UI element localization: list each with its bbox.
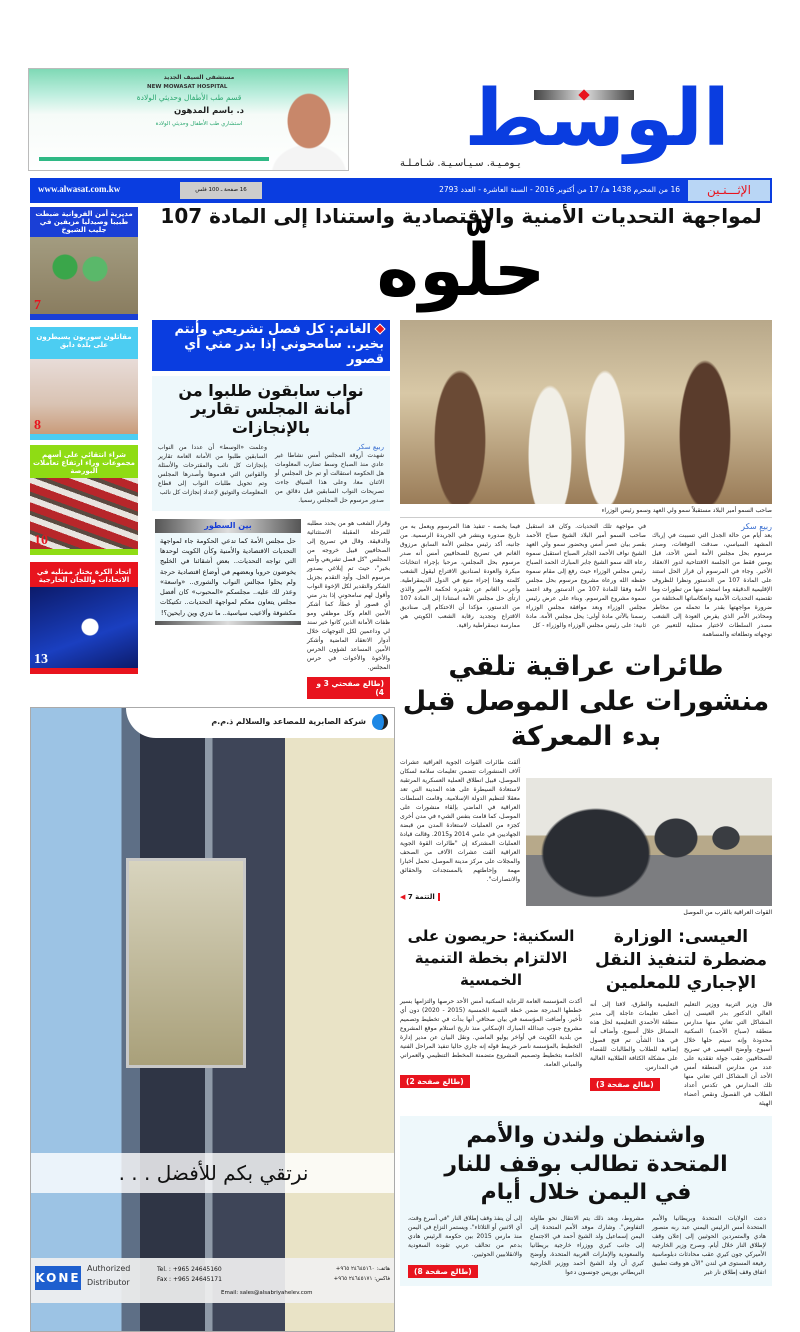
elevator-ad[interactable] [30, 707, 395, 1332]
company-logo-icon [372, 714, 388, 730]
distributor-label: Distributor [87, 1277, 130, 1287]
editorial-box [155, 519, 301, 625]
sakaniya-continue-tag[interactable]: (طالع صفحة 2) [400, 1075, 470, 1088]
lead-col-1-block [652, 522, 772, 639]
yemen-col-2: مشروط، وبعد ذلك يتم الانتقال نحو طاولة التفاوض". وشارك موفد الأمم المتحدة إلى اليمن إسماعيل ولد الشيخ أحمد في الاجتماع إلى جانب كيري ووزراء خارجية بريطانيا والسعودية والإمارات العربية المتحدة. وأوضح كيري أن ولد الشيخ أحمد ووزير الخارجية البريطاني بوريس جونسون دعوا [530, 1214, 644, 1276]
mosul-headline: طائرات عراقية تلقي منشورات على الموصل قبل بدء المعركة [402, 651, 770, 753]
essa-headline: العيسى: الوزارة مضطرة لتنفيذ النقل الإجباري للمعلمين [594, 927, 768, 994]
doctor-title: استشاري طب الأطفال وحديثي الولادة [155, 121, 243, 127]
lead-col-3: فيما يخصه - تنفيذ هذا المرسوم ويعمل به من تاريخ صدوره وينشر في الجريدة الرسمية. من جانبه، أكد رئيس مجلس الأمة السابق مرزوق الغانم في تصريح للصحافيين أمس أنه صدر مرسوم بحل المجلس، مرحبا بإجراء انتخابات مبكرة والعودة لصناديق الاقتراع ليقول الشعب كلمته وهذا إجراء متبع في الدول الديمقراطية. وأعرب الغانم عن تقديره لحكمة الأمير والذي ارتأى حل مجلس الأمة استنادا إلى المادة 107 من الدستور، مؤكدا أن الاحتكام إلى صناديق الاقتراع وتجديد رقابة الشعب الكويتي هي ممارسة ديمقراطية راقية. [400, 523, 520, 629]
sidebar-page-number: 7 [34, 298, 41, 313]
lead-photo-caption: صاحب السمو أمير البلاد مستقبلاً سمو ولي العهد وسمو رئيس الوزراء [400, 504, 772, 518]
lead-col-1: بعد أيام من حالة الجدل التي تسببت في إرباك المشهد السياسي، صدقت التوقعات، وصدر مرسوم بحل مجلس الأمة أمس الأحد، قبل يومين فقط من الجلسة الافتتاحية لدور الانعقاد الأخير. وجاء في المرسوم أن قرار الحل استند على المادة 107 من الدستور ونظرا للظروف الإقليمية الدقيقة وما استجد منها من تطورات وما تقتضيه التحديات الأمنية وانعكاساتها المختلفة من ضرورة مواجهتها بقدر ما تحمله من مخاطر ومحاذير الأمر الذي يفرض العودة إلى الشعب مصدر السلطات لاختيار ممثليه للتعبير عن توجهاته وتطلعاته والمساهمة [652, 532, 772, 638]
sidebar-page-number: 8 [34, 418, 41, 433]
yemen-headline: واشنطن ولندن والأمم المتحدة تطالب بوقف للنار في اليمن خلال أيام [444, 1123, 728, 1206]
masthead-logo [422, 62, 772, 164]
mps-columns [158, 443, 384, 505]
editorial-header: بين السطور [155, 519, 301, 533]
ad-slogan-band [31, 1153, 395, 1193]
issue-date: 16 من المحرم 1438 هـ/ 17 من أكتوبر 2016 - السنة العاشرة - العدد 2793 [439, 185, 680, 194]
sidebar-page-number: 10 [34, 533, 48, 548]
ad-company-banner [126, 708, 394, 738]
mosul-continue[interactable] [400, 893, 440, 901]
mosul-text-block [400, 758, 520, 903]
sidebar-story-photo [30, 237, 138, 314]
editorial-text: حل مجلس الأمة كما تدعي الحكومة جاء لمواجهة التحديات الاقتصادية والأمنية وكأن الكويت لوحدها التي تواجه التحديات.. بعض أشقائنا في الخليج يخوضون حروبا وبعضهم في أوضاع اقتصادية حرجة ولم يحلوا مجالس النواب والشورى.. «واسعة» وعذر لك عليه.. مجلسكم «المحبوب» كان أفضل مجلس يتعاون معكم لمواجهة التحديات.. تكتيكات مكشوفة وألاعيب سياسية.. ما ندري وين رايحين؟! [160, 536, 296, 617]
lead-byline: ربيع سكر [741, 522, 772, 531]
hospital-name-en: NEW MOWASAT HOSPITAL [147, 84, 228, 90]
yemen-columns [406, 1214, 766, 1278]
sidebar-story-1[interactable] [30, 207, 138, 320]
mosul-caption: القوات العراقية بالقرب من الموصل [683, 909, 772, 917]
hospital-ad[interactable] [28, 68, 349, 171]
authorized-label: Authorized [87, 1263, 131, 1273]
mps-headline: نواب سابقون طلبوا من أمانة المجلس تقارير بالإنجازات [178, 380, 364, 437]
essa-continue-tag[interactable]: (طالع صفحة 3) [590, 1078, 660, 1091]
sakaniya-text: أكدت المؤسسة العامة للرعاية السكنية أمس الأحد حرصها والتزامها بسير خططها المدرجة ضمن خطة التنمية الخمسية (2015 - 2020) دون أي تأخير. وأضافت المؤسسة في بيان صحافي أنها بدأت في تخطيط وتصميم مشروع جنوب عبدالله المبارك الإسكاني منذ تاريخ استلام موقع المشروع من بلدية الكويت في أواخر يوليو الماضي. ونقل البيان عن مدير إدارة التخطيط بالمؤسسة ناصر خريبط قوله إنه جاري حاليا تنفيذ المراحل الفنية الخاصة بتخطيط وتصميم المشروع متضمنة المخطط التنظيمي والعمراني والمباني العامة. [400, 997, 582, 1068]
mps-col-1: شهدت أروقة المجلس أمس نشاطا غير عادي منذ الصباح وسط تضارب المعلومات هل الحكومة استقالت أو تم حل المجلس أو الاثنان معا، وعلى هذا السياق جاءت تصريحات النواب السابقين قبل دقائق من صدور مرسوم حل المجلس رسميا. [275, 451, 384, 504]
dateline-bar [30, 178, 772, 203]
sakaniya-headline: السكنية: حريصون على الالتزام بخطة التنمية الخمسية [407, 927, 575, 989]
lead-col-4: وقرار الشعب هو من يحدد مطلبه للمرحلة المقبلة الاستثنائية والدقيقة. وقال في تصريح إلى الصحافيين قبيل خروجه من المجلس "كل فصل تشريعي وأنتم بخير"، حيث تم إبلاغي بصدور مرسوم الحل. وأود التقدم بجزيل الشكر والتقدير لكل الإخوة النواب وأقول لهم سامحوني إذا بدر مني أي قصور أو خطأ، كما أشكر الأمين العام وكل موظفي ومو ظفات الأمانة الذين كانوا خير سند لي وداعمين لكل التوجهات خلال أدوار الانعقاد الماضية وأشكر الأمين المساعد لشؤون الحرس والأخوة والأخوات في حرس المجلس. [307, 519, 390, 671]
arrow-left-icon: ◀ [400, 893, 406, 902]
lead-headline: حلّوه [376, 228, 546, 312]
mosul-photo-block [526, 778, 772, 916]
yemen-col-1: دعت الولايات المتحدة وبريطانيا والأمم المتحدة أمس الرئيس اليمني عبد ربه منصور هادي والمتمردين الحوثيين إلى إعلان وقف لإطلاق النار خلال أيام. وصرح وزير الخارجية الأميركي جون كيري عقب محادثات دبلوماسية رفيعة المستوى في لندن "الآن هو وقت تطبيق اتفاق وقف إطلاق نار غير [652, 1214, 766, 1276]
lead-col-4-block [307, 519, 390, 699]
hospital-name: مستشفى السيف الجديد [163, 74, 235, 81]
masthead-tagline: يـومـيـة. سـيـاسـيـة. شـامـلـة [400, 158, 521, 169]
sidebar-story-title: اتحاد الكرة يختار ممثليه في الاتحادات واللجان الخارجية [36, 568, 132, 585]
lead-continue-tag[interactable]: (طالع صفحتي 3 و 4) [307, 677, 390, 699]
sidebar-story-3[interactable] [30, 445, 138, 555]
essa-columns [590, 1000, 772, 1108]
lead-photo [400, 320, 772, 504]
right-column [400, 320, 772, 1286]
ad-tel: Tel. : +965 24645160 [157, 1265, 222, 1273]
ad-email[interactable]: Email: sales@alsabriyahelev.com [221, 1289, 313, 1296]
education-housing-row [400, 926, 772, 1108]
price-box: 16 صفحة ـ 100 فلس [180, 182, 262, 199]
essa-col-2-block [590, 1000, 678, 1091]
website-link[interactable]: www.alwasat.com.kw [38, 184, 121, 194]
mps-byline: ربيع سكر [357, 442, 384, 451]
lead-columns [400, 522, 772, 639]
essa-col-1: قال وزير التربية ووزير التعليم العالي الدكتور بدر العيسى إن المشاكل التي تعاني منها مدارس منطقة (صباح الأحمد) السكنية محدودة وإنه سيتم حلها خلال أسبوع. وأوضح العيسى في تصريح للصحافيين عقب جولة تفقدية على عدد من مدارس المنطقة أمس الأحد أن المشاكل التي تعاني منها تلك المدارس هي تكدس أعداد الطلاب في الفصول ونقص أعضاء الهيئة [684, 1001, 772, 1108]
ghanim-headline-text: الغانم: كل فصل تشريعي وأنتم بخير.. سامحوني إذا بدر مني أي قصور [174, 322, 384, 367]
mosul-row [400, 758, 772, 916]
mps-story[interactable] [152, 376, 390, 511]
day-badge: الإثـــنـين [688, 180, 770, 201]
sidebar-story-photo [30, 359, 138, 434]
sidebar-story-title: مديرية أمن الفروانية ضبطت طبيبا وصيدليا مزيفين في جليب الشيوخ [35, 210, 133, 235]
yemen-col-3: إلى أن ينفذ وقف إطلاق النار "في أسرع وقت، أي الاثنين أو الثلاثاء". ويستمر النزاع في اليمن منذ مارس 2015 بين حكومة الرئيس هادي بدعم من تحالف عربي تقوده السعودية والانقلابيين الحوثيين. [408, 1214, 522, 1258]
mosul-text: ألقت طائرات القوات الجوية العراقية عشرات آلاف المنشورات تتضمن تعليمات سلامة لسكان الموصل، قبيل انطلاق العملية العسكرية المرتقبة لاستعادة السيطرة على هذه المدينة التي تعد معقلا لتنظيم الدولة الإسلامية. وقامت السلطات العراقية في الماضي بإلقاء منشورات على الموصل، كما قامت بنفس الشيء في مدن أخرى كجزء من العمليات لاستعادة المدن من قبضة الجهاديين في عامي 2014 و2015. وقالت قيادة العمليات المشتركة إن "طائرات القوة الجوية العراقية ألقت عشرات الآلاف من الصحف والمجلات على مركز مدينة الموصل، تحمل أخبارا مهمة وإحاطتهم بالمستجدات والحقائق والانتصارات". [400, 759, 520, 884]
essa-story[interactable] [590, 926, 772, 1108]
ghanim-box[interactable] [152, 320, 390, 371]
sakaniya-story[interactable] [400, 926, 582, 1087]
lead-col-2: في مواجهة تلك التحديات. وكان قد استقبل صاحب السمو أمير البلاد الشيخ صباح الأحمد بقصر بيان عصر أمس وبحضور سمو ولي العهد الشيخ نواف الأحمد الجابر الصباح استقبل سموه رعاه الله سمو الشيخ جابر المبارك الحمد الصباح رئيس مجلس الوزراء حيث رفع إلى مقام سموه حفظه الله ورعاه مشروع مرسوم بحل مجلس الأمة وفقا للمادة 107 من الدستور وقد اعتمد سموه مشروع المرسوم. وبناء على عرض رئيس مجلس الوزراء وبعد موافقة مجلس الوزراء رسمنا بالآتي مادة أولى: يحل مجلس الأمة. مادة ثانية: على رئيس مجلس الوزراء والوزراء - كل [526, 523, 647, 629]
sidebar-story-title: مقاتلون سوريون يسيطرون على بلدة دابق [36, 333, 132, 350]
ad-footer-bar [39, 157, 269, 161]
ad-tel-ar: هاتف: ٢٤٦٤٥١٦٠ ٩٦٥+ [335, 1265, 390, 1272]
mps-col-2: وعلمت «الوسط» أن عددا من النواب السابقين طلبوا من الأمانة العامة تقارير بإنجازات كل نائب والمقترحات والأسئلة والقوانين التي قدموها وأصدرها المجلس وتم تحويل طلبات النواب إلى قطاع المعلومات والتوثيق لإعداد إنجازات كل نائب [158, 443, 267, 496]
mps-col-1-block [275, 443, 384, 505]
sidebar-story-title: شراء انتقائي على أسهم مجموعات وراء ارتفاع تعاملات البورصة [33, 451, 135, 476]
doctor-photo [269, 89, 349, 171]
sidebar-story-photo [30, 478, 138, 549]
ad-fax: Fax : +965 24645171 [157, 1275, 222, 1283]
ad-slogan: نرتقي بكم للأفضل . . . [118, 1160, 309, 1185]
middle-stories [150, 320, 390, 699]
sidebar-story-4[interactable] [30, 562, 138, 674]
mosul-photo [526, 778, 772, 906]
sidebar-story-2[interactable] [30, 327, 138, 440]
ad-contact-band [31, 1258, 395, 1303]
essa-col-2: التعليمية والطرق، لافتا إلى أنه أعطى تعليمات عاجلة إلى مدير منطقة الأحمدي التعليمية لحل هذه المسائل خلال أسبوع. وأضاف أنه في هذا الشأن تم فتح فصول إضافية للطلاب والطالبات للقضاء على مشكلة الكثافة الطلابية العالية في المدارس. [590, 1001, 678, 1072]
ad-fax-ar: فاكس: ٢٤٦٤٥١٧١ ٩٦٥+ [333, 1275, 390, 1282]
sidebar-story-photo [30, 587, 138, 668]
lead-kicker: لمواجهة التحديات الأمنية والاقتصادية واستنادا إلى المادة 107 [160, 204, 762, 228]
logo-text: الوسط [464, 74, 730, 164]
department-title: قسم طب الأطفال وحديثي الولادة [136, 93, 242, 102]
red-diamond-icon [374, 323, 385, 334]
mosul-continue-label: التتمة 7 [407, 893, 435, 902]
kone-logo: KONE [35, 1266, 81, 1290]
doctor-name: د. باسم المدهون [173, 106, 245, 116]
yemen-story[interactable] [400, 1116, 772, 1286]
sidebar-page-number: 13 [34, 652, 48, 667]
yemen-continue-tag[interactable]: (طالع صفحة 8) [408, 1265, 478, 1278]
ad-company-name: شركة الصابرية للمصاعد والسلالم ذ.م.م [211, 716, 366, 726]
ghanim-headline [158, 323, 384, 368]
editorial-row [150, 519, 390, 699]
yemen-col-3-block [408, 1214, 522, 1278]
glass-panel [126, 858, 246, 1068]
editorial-footer [155, 621, 301, 625]
